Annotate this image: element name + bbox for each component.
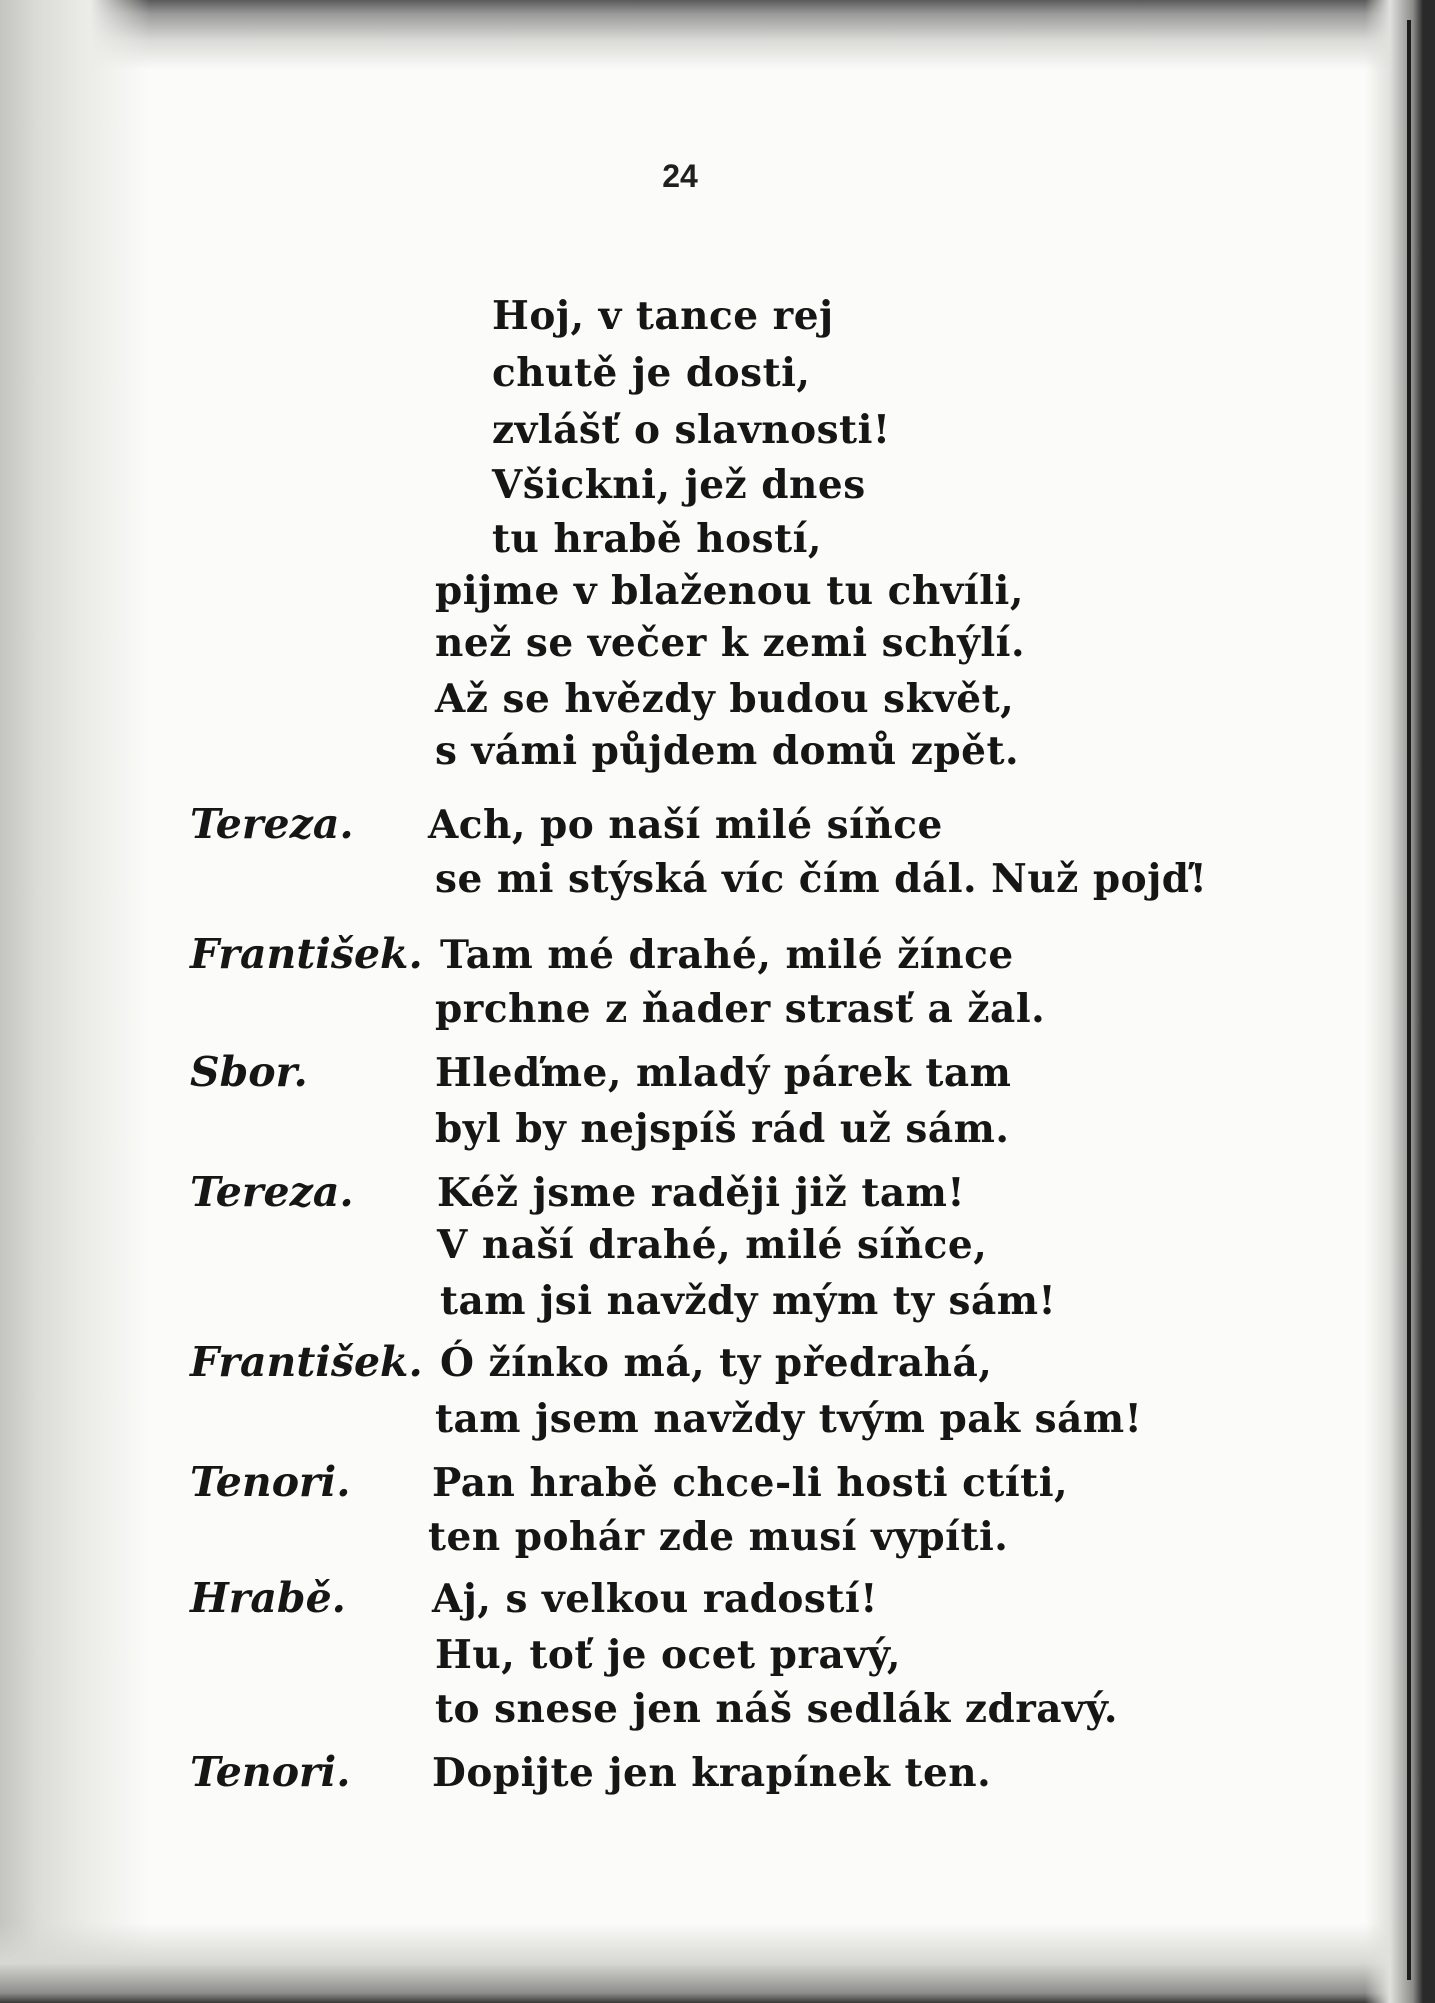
dialogue-line: se mi stýská víc čím dál. Nuž pojď! bbox=[435, 856, 1208, 902]
scan-edge-left bbox=[0, 0, 150, 2003]
speaker-name: František. bbox=[190, 930, 423, 978]
dialogue-line: Ach, po naší milé síňce bbox=[428, 802, 943, 848]
dialogue-line: tam jsi navždy mým ty sám! bbox=[440, 1278, 1057, 1324]
verse-line: tu hrabě hostí, bbox=[492, 516, 823, 562]
speaker-name: Tereza. bbox=[190, 1168, 354, 1216]
dialogue-line: Dopijte jen krapínek ten. bbox=[432, 1750, 992, 1796]
speaker-name: Sbor. bbox=[190, 1048, 308, 1096]
verse-line: chutě je dosti, bbox=[492, 350, 811, 396]
dialogue-line: Hu, toť je ocet pravý, bbox=[435, 1632, 901, 1678]
dialogue-line: Aj, s velkou radostí! bbox=[432, 1576, 878, 1622]
dialogue-line: Pan hrabě chce-li hosti ctíti, bbox=[432, 1460, 1069, 1506]
dialogue-line: Ó žínko má, ty předrahá, bbox=[440, 1340, 993, 1386]
verse-line: s vámi půjdem domů zpět. bbox=[435, 728, 1020, 774]
dialogue-line: byl by nejspíš rád už sám. bbox=[435, 1106, 1010, 1152]
verse-line: Hoj, v tance rej bbox=[492, 293, 834, 339]
speaker-name: Tereza. bbox=[190, 800, 354, 848]
dialogue-line: Hleďme, mladý párek tam bbox=[435, 1050, 1012, 1096]
speaker-name: Hrabě. bbox=[190, 1574, 346, 1622]
scan-edge-bottom bbox=[0, 1923, 1435, 2003]
dialogue-line: ten pohár zde musí vypíti. bbox=[428, 1514, 1009, 1560]
dialogue-line: prchne z ňader strasť a žal. bbox=[435, 986, 1046, 1032]
page-number: 24 bbox=[662, 158, 698, 194]
speaker-name: František. bbox=[190, 1338, 423, 1386]
verse-line: Všickni, jež dnes bbox=[492, 462, 866, 508]
verse-line: než se večer k zemi schýlí. bbox=[435, 620, 1026, 666]
verse-line: zvlášť o slavnosti! bbox=[492, 407, 891, 453]
page-spine-shadow bbox=[1407, 20, 1411, 1980]
dialogue-line: V naší drahé, milé síňce, bbox=[437, 1222, 988, 1268]
dialogue-line: Kéž jsme raději již tam! bbox=[437, 1170, 966, 1216]
scan-edge-right bbox=[1365, 0, 1435, 2003]
dialogue-line: Tam mé drahé, milé žínce bbox=[440, 932, 1014, 978]
speaker-name: Tenori. bbox=[190, 1748, 351, 1796]
scan-edge-top bbox=[0, 0, 1435, 70]
verse-line: Až se hvězdy budou skvět, bbox=[435, 676, 1015, 722]
verse-line: pijme v blaženou tu chvíli, bbox=[435, 568, 1024, 614]
dialogue-line: to snese jen náš sedlák zdravý. bbox=[435, 1686, 1118, 1732]
dialogue-line: tam jsem navždy tvým pak sám! bbox=[435, 1396, 1143, 1442]
speaker-name: Tenori. bbox=[190, 1458, 351, 1506]
